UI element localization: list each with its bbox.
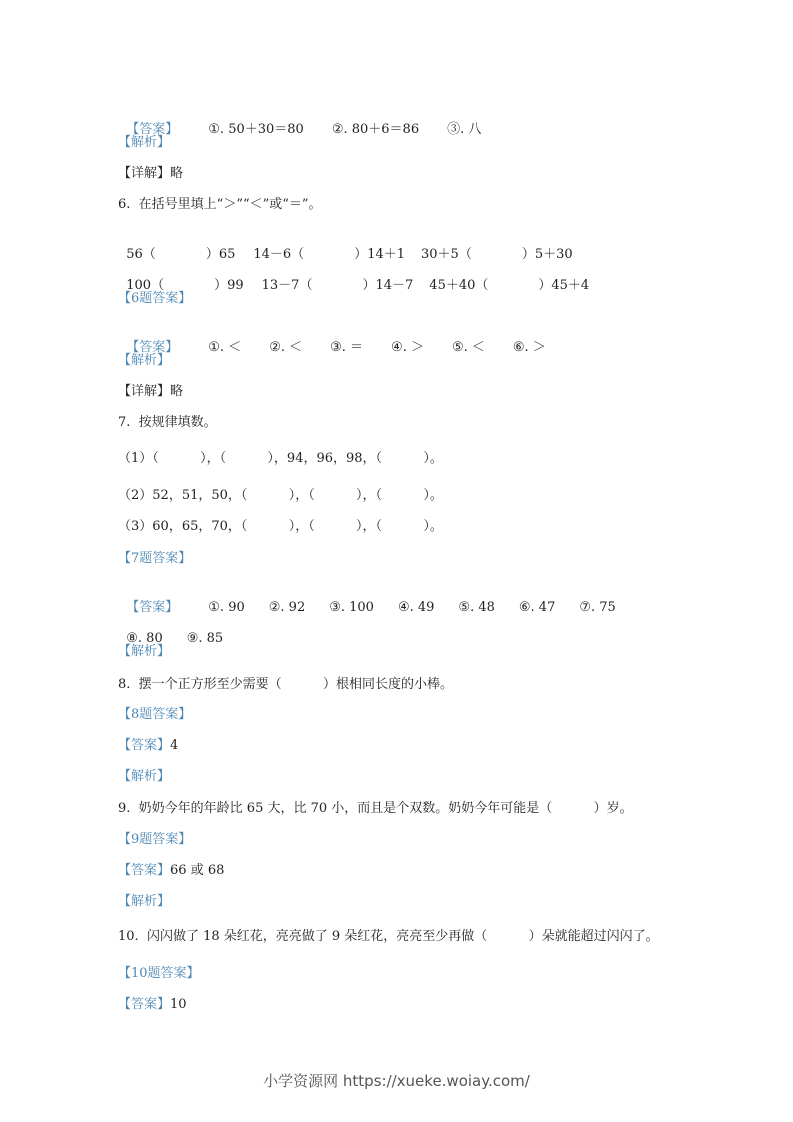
analysis-label: 【解析】 xyxy=(118,769,171,784)
answer-item: ②. 80＋6＝86 xyxy=(331,122,420,137)
answer-item: ③. 100 xyxy=(329,600,374,615)
q7-section-label: 【7题答案】 xyxy=(118,551,192,566)
expr: 14－6（ xyxy=(253,247,305,262)
answer-item: ⑥. ＞ xyxy=(512,340,546,355)
q7-line-3: （3）60，65，70，（ ），（ ），（ ）。 xyxy=(118,519,443,534)
q7-title: 7. 按规律填数。 xyxy=(118,415,217,430)
expr: 45＋40（ xyxy=(429,278,489,293)
expr: ）5＋30 xyxy=(521,247,573,262)
q9-answer-line xyxy=(118,862,224,880)
q8-title: 8. 摆一个正方形至少需要（ ）根相同长度的小棒。 xyxy=(118,677,453,692)
q6-answer-line xyxy=(118,321,546,357)
answer-item: ④. ＞ xyxy=(391,340,424,355)
q10-title: 10. 闪闪做了 18 朵红花，亮亮做了 9 朵红花，亮亮至少再做（ ）朵就能超过闪闪了。 xyxy=(118,929,659,944)
answer-label: 【答案】 xyxy=(126,600,179,615)
answer-item: ①. ＜ xyxy=(208,340,242,355)
q8-section-label: 【8题答案】 xyxy=(118,707,192,722)
answer-label: 【答案】 xyxy=(126,122,179,137)
analysis-label: 【解析】 xyxy=(118,135,171,150)
detail-line xyxy=(118,165,183,183)
expr: ）65 xyxy=(205,247,236,262)
expr: ）14＋1 xyxy=(354,247,406,262)
answer-label: 【答案】 xyxy=(118,997,171,1012)
expr: ）99 xyxy=(214,278,244,293)
answer-value: 10 xyxy=(170,997,187,1012)
expr: ）45＋4 xyxy=(538,278,590,293)
detail-text: 略 xyxy=(170,166,184,181)
q7-line-2: （2）52，51，50，（ ），（ ），（ ）。 xyxy=(118,488,443,503)
answer-label: 【答案】 xyxy=(126,340,179,355)
answer-item: ⑤. 48 xyxy=(458,600,495,615)
answer-item: ⑥. 47 xyxy=(518,600,556,615)
answer-label: 【答案】 xyxy=(118,738,171,753)
answer-item: ②. ＜ xyxy=(269,340,303,355)
q6-section-label: 【6题答案】 xyxy=(118,291,192,306)
answer-item: ②. 92 xyxy=(268,600,306,615)
footer-watermark: 小学资源网 https://xueke.woiay.com/ xyxy=(263,1072,530,1090)
expr: 100（ xyxy=(126,278,165,293)
answer-value: 66 或 68 xyxy=(170,863,225,878)
q10-answer-line xyxy=(118,996,187,1014)
answer-item: ④. 49 xyxy=(397,600,435,615)
detail-label: 【详解】 xyxy=(118,166,171,181)
analysis-label: 【解析】 xyxy=(118,894,171,909)
expr: 30＋5（ xyxy=(421,247,472,262)
expr: 13－7（ xyxy=(261,278,313,293)
answer-item: ③. 八 xyxy=(447,122,482,137)
analysis-label: 【解析】 xyxy=(118,644,171,659)
answer-item: ①. 90 xyxy=(208,600,245,615)
q10-section-label: 【10题答案】 xyxy=(118,966,200,981)
expr: ）14－7 xyxy=(362,278,414,293)
q7-line-1: （1）（ ），（ ），94，96，98，（ ）。 xyxy=(118,451,443,466)
q5-answer-line xyxy=(118,103,481,139)
answer-item: ⑨. 85 xyxy=(186,631,224,646)
q9-title: 9. 奶奶今年的年龄比 65 大，比 70 小，而且是个双数。奶奶今年可能是（ ）岁。 xyxy=(118,801,633,816)
q9-section-label: 【9题答案】 xyxy=(118,832,192,847)
q6-title: 6. 在括号里填上“＞”“＜”或“＝”。 xyxy=(118,197,322,212)
answer-item: ⑧. 80 xyxy=(126,631,163,646)
answer-item: ①. 50＋30＝80 xyxy=(208,122,304,137)
q8-answer-line xyxy=(118,737,178,755)
answer-item: ③. ＝ xyxy=(330,340,364,355)
detail-line xyxy=(118,383,183,401)
answer-item: ⑦. 75 xyxy=(579,600,616,615)
answer-item: ⑤. ＜ xyxy=(451,340,485,355)
expr: 56（ xyxy=(126,247,156,262)
answer-value: 4 xyxy=(170,738,179,753)
detail-label: 【详解】 xyxy=(118,384,171,399)
analysis-label: 【解析】 xyxy=(118,353,171,368)
detail-text: 略 xyxy=(170,384,184,399)
answer-label: 【答案】 xyxy=(118,863,171,878)
